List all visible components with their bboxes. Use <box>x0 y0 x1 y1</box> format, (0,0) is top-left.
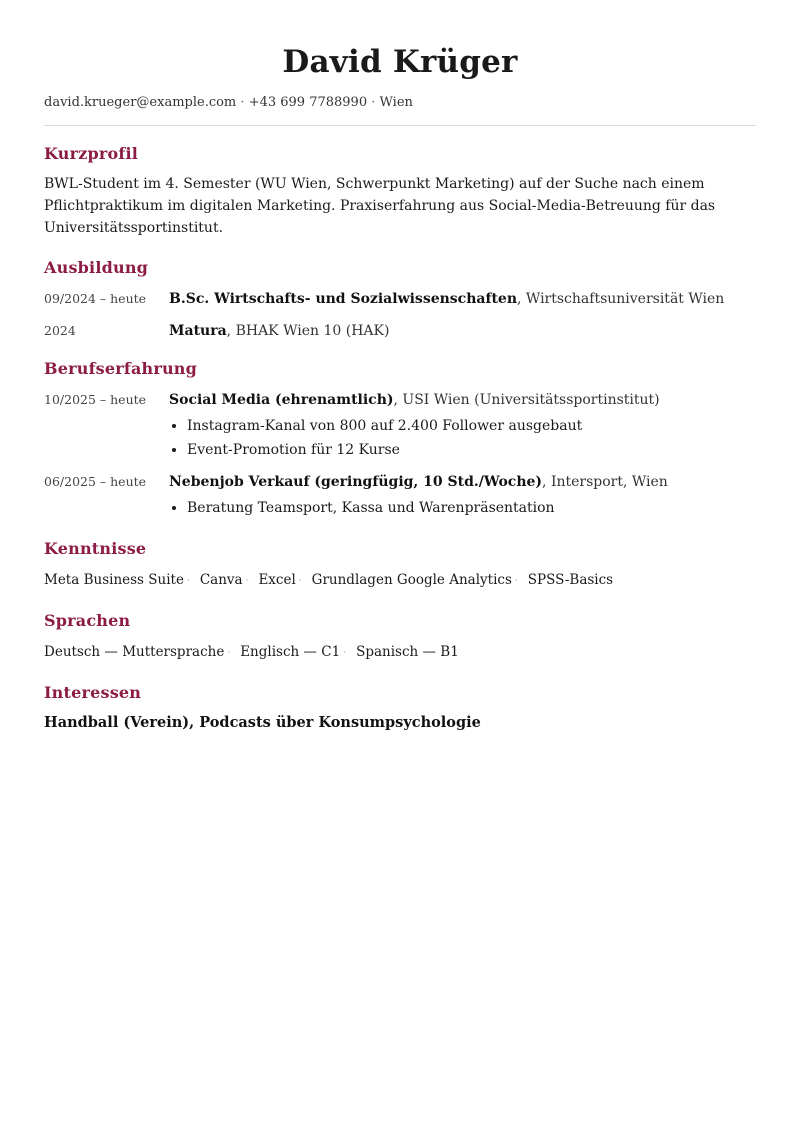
entry-date: 06/2025 – heute <box>44 474 147 489</box>
separator: · <box>245 576 249 586</box>
separator: · <box>514 576 518 586</box>
entry-bullets <box>169 414 756 462</box>
contact-line <box>44 94 756 112</box>
separator: · <box>343 648 347 658</box>
entry-role: Nebenjob Verkauf (geringfügig, 10 Std./Woche) <box>169 474 543 490</box>
languages-list <box>44 642 756 664</box>
bullet-item: • Instagram-Kanal von 800 auf 2.400 Follower ausgebaut <box>187 414 756 438</box>
skill-label: Grundlagen Google Analytics <box>311 572 512 588</box>
separator: · <box>186 576 190 586</box>
kurzprofil-text: BWL-Student im 4. Semester (WU Wien, Schwerpunkt Marketing) auf der Suche nach einem Pflichtpraktikum im digitalen Marketing. Praxiserfahrung aus Social-Media-Betreuung für das Universitätssportinstitut. <box>44 176 716 236</box>
skill-label: Excel <box>258 572 296 588</box>
language-item <box>240 642 356 664</box>
separator: · <box>227 648 231 658</box>
language-item <box>44 642 240 664</box>
skill-item <box>200 570 259 592</box>
separator: · <box>371 95 376 110</box>
entry-employer: , Intersport, Wien <box>542 474 668 490</box>
section-title-kenntnisse: Kenntnisse <box>44 539 147 558</box>
language-label: Deutsch — Muttersprache <box>44 644 225 660</box>
header-divider <box>44 125 756 126</box>
entry-role: Social Media (ehrenamtlich) <box>169 392 394 408</box>
skills-list <box>44 570 756 592</box>
bullet-item: • Beratung Teamsport, Kassa und Warenpräsentation <box>187 496 756 520</box>
section-title-berufserfahrung: Berufserfahrung <box>44 359 198 378</box>
entry-content <box>169 321 756 341</box>
skill-item <box>258 570 311 592</box>
entry-content <box>169 390 756 462</box>
entry-institution: , Wirtschaftsuniversität Wien <box>517 291 725 307</box>
entry-degree: B.Sc. Wirtschafts- und Sozialwissenschaften <box>169 291 518 307</box>
section-title-kurzprofil: Kurzprofil <box>44 144 139 163</box>
separator: · <box>240 95 245 110</box>
language-item <box>356 642 459 664</box>
entry-degree: Matura <box>169 323 227 339</box>
separator: · <box>298 576 302 586</box>
skill-item <box>44 570 200 592</box>
skill-item <box>528 570 613 592</box>
education-entry <box>44 321 756 341</box>
bullet-item: • Event-Promotion für 12 Kurse <box>187 438 756 462</box>
entry-date: 09/2024 – heute <box>44 291 147 306</box>
skill-label: Canva <box>199 572 243 588</box>
entry-content <box>169 289 756 309</box>
section-title-sprachen: Sprachen <box>44 611 131 630</box>
entry-employer: , USI Wien (Universitätssportinstitut) <box>393 392 660 408</box>
entry-institution: , BHAK Wien 10 (HAK) <box>226 323 390 339</box>
entry-bullets <box>169 496 756 520</box>
language-label: Spanisch — B1 <box>356 644 459 660</box>
entry-date: 2024 <box>44 323 76 338</box>
email: david.krueger@example.com <box>44 95 237 110</box>
skill-label: Meta Business Suite <box>44 572 184 588</box>
section-title-interessen: Interessen <box>44 683 142 702</box>
applicant-name: David Krüger <box>282 44 518 80</box>
job-entry <box>44 472 756 520</box>
education-entry <box>44 289 756 309</box>
job-entry <box>44 390 756 462</box>
section-title-ausbildung: Ausbildung <box>44 258 149 277</box>
city: Wien <box>379 95 413 110</box>
skill-item <box>312 570 528 592</box>
entry-content <box>169 472 756 520</box>
interests-text: Handball (Verein), Podcasts über Konsumpsychologie <box>44 714 481 731</box>
skill-label: SPSS-Basics <box>527 572 614 588</box>
language-label: Englisch — C1 <box>240 644 341 660</box>
phone: +43 699 7788990 <box>248 95 368 110</box>
entry-date: 10/2025 – heute <box>44 392 147 407</box>
